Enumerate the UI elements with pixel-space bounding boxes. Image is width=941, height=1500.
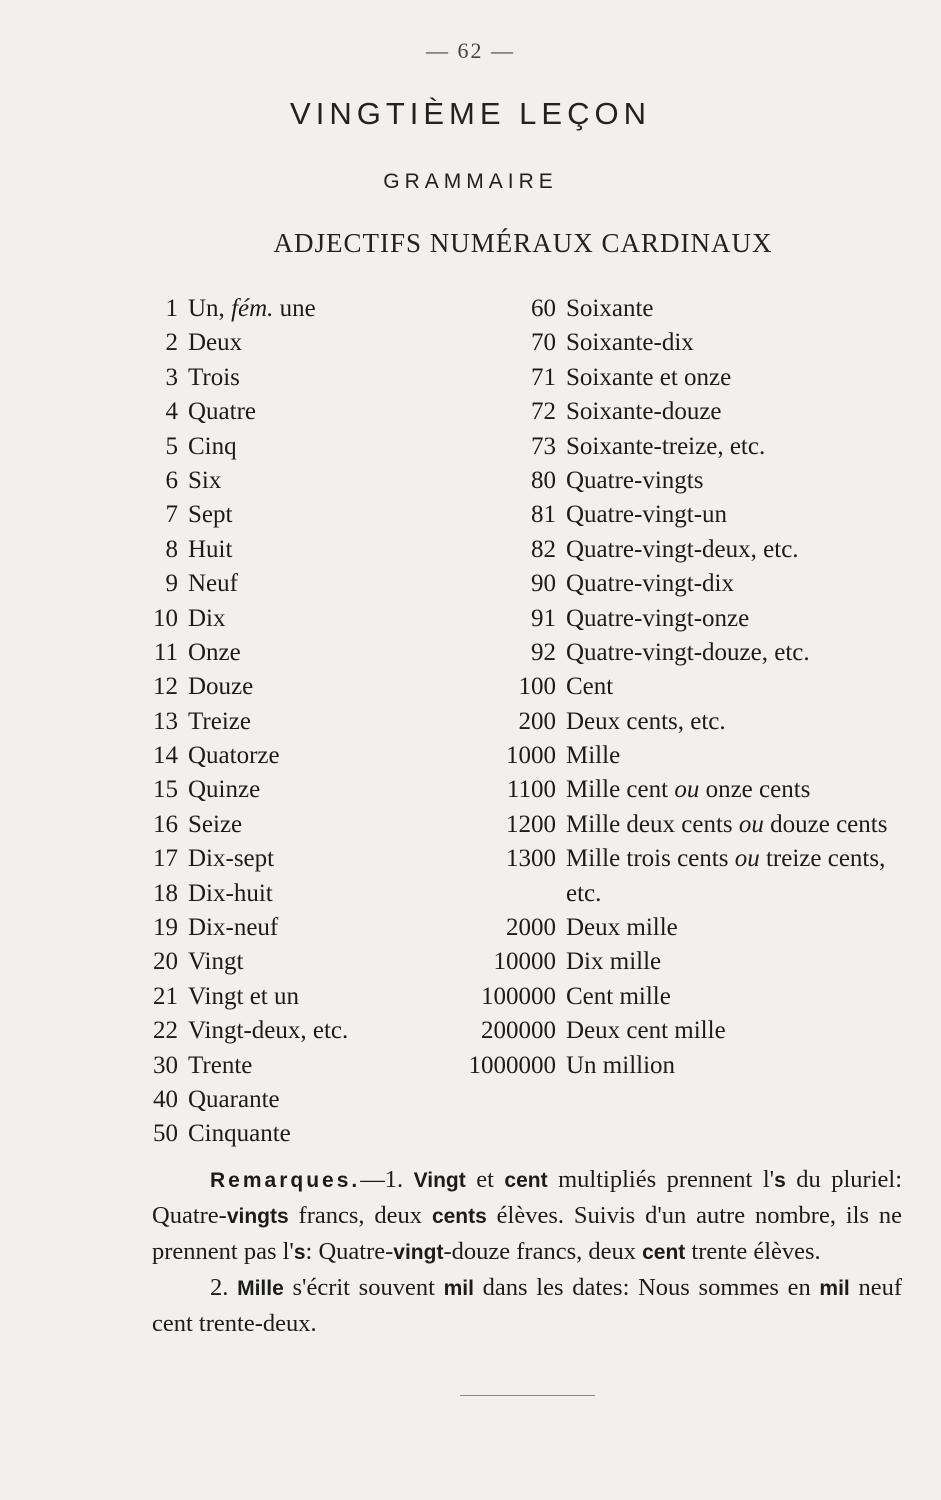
number-digits: 7 xyxy=(165,501,178,529)
number-word: Treize xyxy=(188,707,251,735)
number-row xyxy=(120,533,460,567)
number-row xyxy=(430,430,910,464)
number-digits: 15 xyxy=(153,776,178,804)
number-digits: 1 xyxy=(165,295,178,322)
remark-paragraph-2: 2. Mille s'écrit souvent mil dans les dates: Nous sommes en mil neuf cent trente-deux. xyxy=(152,1274,902,1337)
number-row xyxy=(430,945,910,979)
number-row xyxy=(430,395,910,429)
number-word: Six xyxy=(188,466,222,494)
lesson-title: VINGTIÈME LEÇON xyxy=(290,96,651,131)
number-digits: 1200 xyxy=(506,810,556,838)
number-digits: 20 xyxy=(153,948,178,976)
number-row xyxy=(430,292,910,326)
number-word: Trois xyxy=(188,363,240,391)
number-word: Soixante-douze xyxy=(566,398,722,426)
number-row xyxy=(120,636,460,670)
number-row xyxy=(430,1049,910,1083)
number-digits: 10 xyxy=(153,604,178,632)
number-word: Deux xyxy=(188,329,243,357)
number-digits: 1000 xyxy=(506,742,556,770)
number-row xyxy=(120,1049,460,1083)
number-row xyxy=(120,1117,460,1151)
number-digits: 91 xyxy=(531,604,556,632)
number-digits: 1000000 xyxy=(468,1051,556,1079)
number-digits: 71 xyxy=(531,363,556,391)
number-digits: 10000 xyxy=(493,948,556,976)
number-digits: 12 xyxy=(153,673,178,701)
number-digits: 80 xyxy=(531,466,556,494)
number-row xyxy=(430,705,910,739)
number-row xyxy=(430,808,910,842)
number-row xyxy=(430,464,910,498)
keyword: s xyxy=(293,1241,306,1264)
number-digits: 81 xyxy=(531,501,556,529)
number-row xyxy=(430,533,910,567)
number-word: Soixante-dix xyxy=(566,329,694,357)
number-word: Dix-huit xyxy=(188,879,273,907)
number-row xyxy=(430,602,910,636)
subtitle: ADJECTIFS NUMÉRAUX CARDINAUX xyxy=(273,228,773,258)
number-row xyxy=(430,567,910,601)
number-digits: 200000 xyxy=(481,1017,556,1045)
number-digits: 21 xyxy=(153,982,178,1010)
number-digits: 73 xyxy=(531,432,556,460)
closing-divider xyxy=(460,1395,595,1396)
number-digits: 19 xyxy=(153,914,178,942)
keyword: Vingt xyxy=(413,1169,466,1192)
keyword: vingts xyxy=(226,1205,289,1228)
number-word: Seize xyxy=(188,810,243,838)
number-row xyxy=(120,842,460,876)
number-word: Soixante et onze xyxy=(566,363,732,391)
number-row xyxy=(120,1083,460,1117)
number-word: Onze xyxy=(188,638,241,666)
page-number: — 62 — xyxy=(426,38,515,63)
number-digits: 2000 xyxy=(506,914,556,942)
number-word: Quinze xyxy=(188,776,261,804)
number-word: Cinq xyxy=(188,432,237,460)
number-row xyxy=(120,430,460,464)
number-digits: 40 xyxy=(153,1085,178,1113)
number-row xyxy=(430,636,910,670)
number-row xyxy=(430,326,910,360)
number-word: Deux cent mille xyxy=(566,1017,726,1045)
number-row xyxy=(120,1014,460,1048)
number-row xyxy=(430,361,910,395)
number-digits: 5 xyxy=(165,432,178,460)
number-word: Deux cents, etc. xyxy=(566,707,726,735)
number-row xyxy=(120,361,460,395)
number-digits: 9 xyxy=(165,570,178,598)
number-row xyxy=(120,808,460,842)
or-label: ou xyxy=(738,810,764,838)
number-word: Un, fém. une xyxy=(188,295,316,322)
section-title: GRAMMAIRE xyxy=(383,170,558,193)
number-row xyxy=(120,945,460,979)
number-digits: 13 xyxy=(153,707,178,735)
number-digits: 8 xyxy=(165,535,178,563)
number-digits: 16 xyxy=(153,810,178,838)
number-row xyxy=(120,705,460,739)
number-row xyxy=(430,980,910,1014)
number-word: Mille xyxy=(566,742,621,770)
or-label: ou xyxy=(674,776,700,804)
number-word: Vingt xyxy=(188,948,244,976)
number-digits: 200 xyxy=(518,707,556,735)
remarks-heading: Remarques. xyxy=(210,1169,361,1192)
keyword: cent xyxy=(642,1241,686,1264)
number-digits: 1300 xyxy=(506,845,556,873)
numbers-left-column xyxy=(120,292,460,1152)
number-word: Quatre-vingt-un xyxy=(566,501,728,529)
number-word: Un million xyxy=(566,1051,676,1079)
keyword: mil xyxy=(443,1277,474,1300)
number-digits: 22 xyxy=(153,1017,178,1045)
keyword: vingt xyxy=(393,1241,444,1264)
keyword: Mille xyxy=(237,1277,284,1300)
number-digits: 17 xyxy=(153,845,178,873)
number-row xyxy=(430,1014,910,1048)
number-digits: 1100 xyxy=(506,776,556,804)
number-word: Dix mille xyxy=(566,948,662,976)
number-word: Quarante xyxy=(188,1085,280,1113)
number-row xyxy=(430,842,910,911)
number-word: Quatre-vingt-dix xyxy=(566,570,735,598)
number-digits: 100 xyxy=(518,673,556,701)
number-word: Cinquante xyxy=(188,1120,291,1148)
number-digits: 2 xyxy=(165,329,178,357)
number-digits: 60 xyxy=(531,295,556,322)
number-word: Sept xyxy=(188,501,233,529)
number-word: Quatre-vingt-douze, etc. xyxy=(566,638,810,666)
number-word: Deux mille xyxy=(566,914,678,942)
number-word: Cent xyxy=(566,673,614,701)
number-word: Cent mille xyxy=(566,982,671,1010)
number-word: Quatorze xyxy=(188,742,280,770)
number-row xyxy=(120,464,460,498)
number-digits: 4 xyxy=(165,398,178,426)
number-word: Dix-neuf xyxy=(188,914,279,942)
feminine-label: fém. xyxy=(231,295,274,322)
number-digits: 14 xyxy=(153,742,178,770)
number-word: Quatre-vingts xyxy=(566,466,704,494)
number-word: Neuf xyxy=(188,570,238,598)
number-digits: 18 xyxy=(153,879,178,907)
number-row xyxy=(120,395,460,429)
number-word: Mille cent ou onze cents xyxy=(566,776,811,804)
number-row xyxy=(120,326,460,360)
number-word: Quatre-vingt-deux, etc. xyxy=(566,535,799,563)
number-word: Dix-sept xyxy=(188,845,275,873)
number-word: Soixante-treize, etc. xyxy=(566,432,766,460)
number-word: Mille deux cents ou douze cents xyxy=(566,810,888,838)
number-row xyxy=(120,739,460,773)
number-digits: 3 xyxy=(165,363,178,391)
number-row xyxy=(120,773,460,807)
number-word: Quatre xyxy=(188,398,257,426)
number-row xyxy=(120,670,460,704)
number-word: Mille trois cents ou treize cents, etc. xyxy=(566,845,886,907)
number-row xyxy=(120,292,460,326)
number-digits: 90 xyxy=(531,570,556,598)
number-word: Dix xyxy=(188,604,226,632)
number-word: Trente xyxy=(188,1051,253,1079)
remarks-section xyxy=(152,1162,902,1341)
remark-paragraph-1: Remarques.—1. Vingt et cent multipliés prennent l's du pluriel: Quatre-vingts francs, deux cents élèves. Suivis d'un autre nombre, ils ne prennent pas l's: Quatre-vingt-douze francs, deux cent trente élèves. xyxy=(152,1166,903,1265)
or-label: ou xyxy=(734,845,760,873)
number-word: Douze xyxy=(188,673,254,701)
number-digits: 82 xyxy=(531,535,556,563)
number-row xyxy=(430,739,910,773)
number-row xyxy=(120,567,460,601)
number-digits: 50 xyxy=(153,1120,178,1148)
number-row xyxy=(430,498,910,532)
number-row xyxy=(120,980,460,1014)
keyword: cent xyxy=(504,1169,548,1192)
number-row xyxy=(120,911,460,945)
numbers-right-column xyxy=(430,292,910,1083)
number-row xyxy=(120,498,460,532)
number-row xyxy=(430,911,910,945)
number-digits: 30 xyxy=(153,1051,178,1079)
number-word: Vingt-deux, etc. xyxy=(188,1017,349,1045)
number-digits: 100000 xyxy=(481,982,556,1010)
number-word: Vingt et un xyxy=(188,982,299,1010)
number-digits: 92 xyxy=(531,638,556,666)
number-row xyxy=(430,670,910,704)
number-row xyxy=(120,877,460,911)
number-word: Huit xyxy=(188,535,233,563)
keyword: cents xyxy=(431,1205,487,1228)
number-digits: 6 xyxy=(165,466,178,494)
number-row xyxy=(430,773,910,807)
number-word: Quatre-vingt-onze xyxy=(566,604,750,632)
number-digits: 11 xyxy=(153,638,178,666)
number-digits: 72 xyxy=(531,398,556,426)
number-digits: 70 xyxy=(531,329,556,357)
number-word: Soixante xyxy=(566,295,654,322)
keyword: mil xyxy=(819,1277,850,1300)
number-row xyxy=(120,602,460,636)
keyword: s xyxy=(774,1169,786,1192)
